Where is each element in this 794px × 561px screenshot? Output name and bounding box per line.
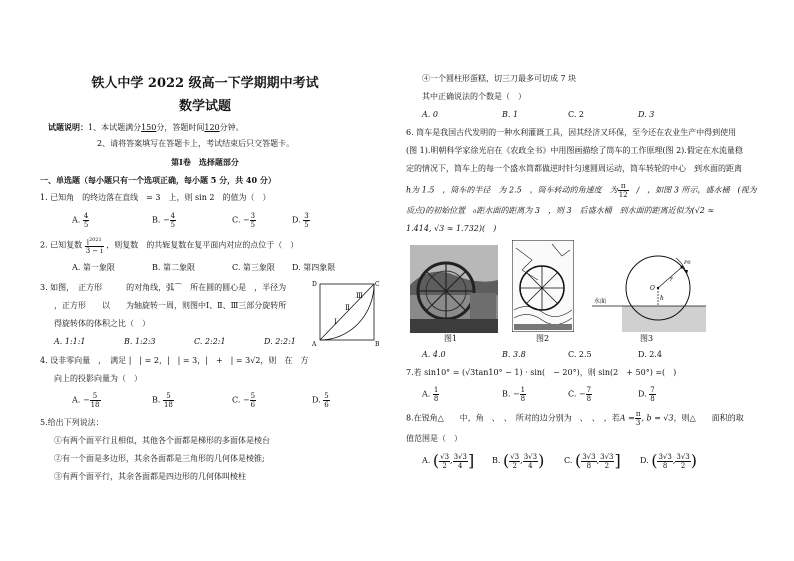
q8-option-c[interactable]: C. ( $\frac{3√3}{8}$ , $\frac{3√3}{2}$ ]: [564, 451, 621, 470]
fig-label-i: Ⅰ: [334, 318, 337, 326]
q3-line3: 得旋转体的体积之比（ ）: [54, 319, 150, 328]
q1-option-c[interactable]: C. − $\frac{3}{5}$: [232, 212, 256, 229]
q7-option-d[interactable]: D. $\frac{7}{8}$: [638, 386, 655, 403]
fig3-center-label: O: [650, 285, 655, 292]
q2-option-b[interactable]: B. 第二象限: [152, 263, 195, 272]
q6-option-b[interactable]: B. 3.8: [502, 350, 526, 359]
q6-figure3-caption: 图3: [640, 334, 654, 343]
q4-line2: 向上的投影向量为（ ）: [54, 374, 142, 383]
fig-label-a: A: [312, 341, 317, 348]
fig3-p0-label: P0: [684, 260, 691, 266]
q7-option-b[interactable]: B. − $\frac{1}{8}$: [502, 386, 526, 403]
q7-option-a[interactable]: A. $\frac{1}{8}$: [422, 386, 439, 403]
q6-line2: (图 1).明朝科学家徐光启在《农政全书》中用图画描绘了筒车的工作原理(图 2).假定在水流量稳: [406, 146, 743, 155]
fig3-r-label: r: [670, 276, 673, 283]
fig-label-d: D: [312, 281, 317, 288]
q6-line3: 定的情况下，筒车上的每一个盛水筒都做逆时针匀速圆周运动，筒车转轮的中心 到水面的距离: [406, 164, 742, 173]
q6-line6: 1.414, √3 ≈ 1.732)( ): [406, 224, 497, 233]
q6-option-a[interactable]: A. 4.0: [422, 350, 446, 359]
q3-option-d[interactable]: D. 2:2:1: [264, 337, 296, 346]
q4-option-c[interactable]: C. − $\frac{5}{6}$: [232, 392, 256, 409]
q8-option-d[interactable]: D. ( $\frac{3√3}{8}$ , $\frac{3√3}{2}$ ): [640, 451, 698, 470]
q6-option-d[interactable]: D. 2.4: [638, 350, 662, 359]
section1-title: 一、单选题（每小题只有一个选项正确，每小题 5 分，共 40 分）: [40, 175, 276, 185]
q2-option-c[interactable]: C. 第三象限: [232, 263, 275, 272]
q6-figure2-illustration: [512, 240, 574, 332]
left-column: [40, 0, 390, 561]
q8-option-a[interactable]: A. ( $\frac{√3}{2}$ , $\frac{3√3}{4}$ ]: [422, 451, 475, 470]
q8-line1: 8.在锐角△ 中，角 、 、 所对的边分别为 、 、 ，若A = $\frac{\pi}{3}$ , b = √3，则△ 面积的取: [406, 410, 744, 427]
q6-line4: h为 1.5 ，筒车的半径 为 2.5 ，筒车转动的角速度 为 $\frac{\pi}{12}$ / ，如图 3 所示，盛水桶 (视为: [406, 182, 757, 199]
instructions-line2: 2、请将答案填写在答题卡上，考试结束后只交答题卡。: [97, 139, 295, 148]
q3-option-c[interactable]: C. 2:2:1: [194, 337, 226, 346]
q6-figure1-photo: [410, 245, 498, 333]
fig3-h-label: h: [660, 295, 664, 302]
q2-option-d[interactable]: D. 第四象限: [292, 263, 336, 272]
q1-option-b[interactable]: B. − $\frac{4}{5}$: [152, 212, 176, 229]
fig-label-iii: Ⅲ: [356, 292, 363, 300]
q6-figure3-diagram: [592, 248, 708, 334]
fig-label-c: C: [375, 281, 380, 288]
exam-title: 铁人中学 2022 级高一下学期期中考试: [91, 76, 319, 91]
q3-line1: 3. 如图， 正方形 的对角线，弧⌒ 所在圆的圆心是 ，半径为: [40, 283, 287, 292]
right-column: [400, 0, 760, 561]
q2-stem: 2. 已知复数 $\frac{i^{2021}}{3 - i}$ ，则复数 的共轭复数在复平面内对应的点位于（ ）: [40, 237, 299, 256]
q3-line2: ，正方形 以 为轴旋转一周，则图中Ⅰ、Ⅱ、Ⅲ三部分旋转所: [54, 301, 287, 310]
fig-label-ii: Ⅱ: [345, 304, 350, 312]
q6-option-c[interactable]: C. 2.5: [568, 350, 592, 359]
q5-stem: 5.给出下列说法：: [40, 418, 104, 427]
q3-square-figure: [312, 278, 380, 348]
q5-statement-2: ②有一个面是多边形，其余各面都是三角形的几何体是棱锥;: [54, 454, 265, 463]
q7-option-c[interactable]: C. − $\frac{7}{8}$: [568, 386, 592, 403]
q6-line1: 6. 筒车是我国古代发明的一种水利灌溉工具，因其经济又环保，至今还在农业生产中得到使用: [406, 128, 737, 137]
q6-line5: 质点)的初始位置 ₀距水面的距离为 3 ，则 3 后盛水桶 到水面的距离近似为(√2 ≈: [406, 206, 715, 215]
q7-stem: 7.若 sin10° = (√3tan10° − 1) · sin( − 20°)，则 sin(2 + 50°) =( ): [406, 368, 677, 377]
q1-option-d[interactable]: D. $\frac{3}{5}$: [292, 212, 309, 229]
q3-option-b[interactable]: B. 1:2:3: [124, 337, 156, 346]
q5-statement-4: ④一个圆柱形蛋糕，切三刀最多可切成 7 块: [422, 74, 577, 83]
q4-option-d[interactable]: D. $\frac{5}{6}$: [312, 392, 329, 409]
q4-option-a[interactable]: A. − $\frac{5}{18}$: [72, 392, 100, 409]
q3-option-a[interactable]: A. 1:1:1: [54, 337, 86, 346]
q5-option-d[interactable]: D. 3: [638, 110, 655, 119]
part1-title: 第Ⅰ卷 选择题部分: [171, 157, 239, 167]
q5-statement-1: ①有两个面平行且相似，其他各个面都是梯形的多面体是棱台: [54, 436, 270, 445]
q5-option-b[interactable]: B. 1: [502, 110, 519, 119]
q5-option-a[interactable]: A. 0: [422, 110, 438, 119]
exam-subtitle: 数学试题: [178, 99, 231, 114]
instructions-line1: 试题说明：1、本试题满分150分，答题时间120分钟。: [48, 122, 244, 132]
q5-option-c[interactable]: C. 2: [568, 110, 585, 119]
q8-option-b[interactable]: B. ( $\frac{√3}{2}$ , $\frac{3√3}{4}$ ): [492, 451, 545, 470]
q6-figure1-caption: 图1: [444, 334, 458, 343]
q6-figure2-caption: 图2: [536, 334, 550, 343]
q1-stem: 1. 已知角 的终边落在直线 = 3 上，则 sin 2 的值为（ ）: [40, 193, 271, 202]
q1-option-a[interactable]: A. $\frac{4}{5}$: [72, 212, 89, 229]
q4-line1: 4. 设非零向量 ， 满足 | | = 2，| | = 3，| + | = 3√2，则 在 方: [40, 356, 309, 365]
q4-option-b[interactable]: B. $\frac{5}{18}$: [152, 392, 173, 409]
q8-line2: 值范围是（ ）: [406, 434, 462, 443]
q5-question: 其中正确说法的个数是（ ）: [422, 92, 526, 101]
q2-option-a[interactable]: A. 第一象限: [72, 263, 115, 272]
fig3-water-label: 水面: [594, 298, 607, 305]
fig-label-b: B: [375, 341, 380, 348]
q5-statement-3: ③有两个面平行，其余各面都是四边形的几何体叫棱柱: [54, 472, 246, 481]
